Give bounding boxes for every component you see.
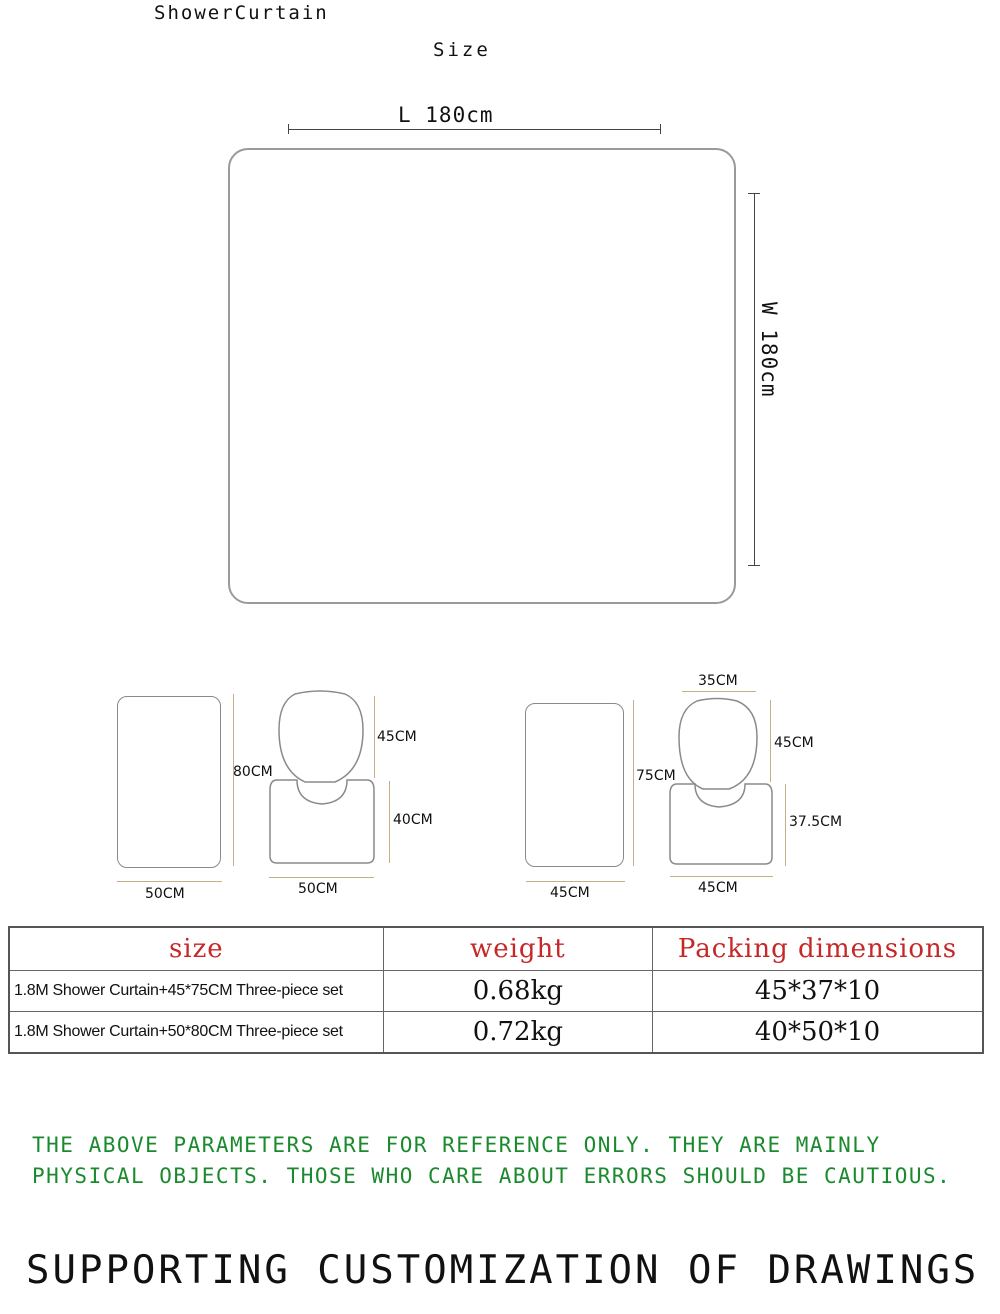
set-b-toilet-set-drawing [665, 697, 780, 869]
table-cell-size: 1.8M Shower Curtain+45*75CM Three-piece set [9, 971, 383, 1012]
reference-notice-line-2: PHYSICAL OBJECTS. THOSE WHO CARE ABOUT ERRORS SHOULD BE CAUTIOUS. [32, 1164, 952, 1188]
set-b-bath-mat [525, 703, 624, 867]
set-b-contour-height-label: 37.5CM [789, 814, 843, 830]
table-cell-size: 1.8M Shower Curtain+50*80CM Three-piece set [9, 1012, 383, 1054]
set-b-contour-height-line [785, 784, 786, 866]
curtain-width-line [754, 193, 755, 565]
reference-notice [32, 1130, 951, 1192]
set-a-contour-rug [270, 780, 374, 863]
set-b-lid-width-label: 35CM [698, 673, 738, 689]
set-a-contour-width-label: 50CM [298, 881, 338, 897]
table-header-weight: weight [383, 927, 652, 971]
table-cell-weight: 0.72kg [383, 1012, 652, 1054]
diagram-title: ShowerCurtain [154, 2, 329, 24]
set-b-mat-width-line [526, 881, 625, 882]
table-cell-weight: 0.68kg [383, 971, 652, 1012]
curtain-length-tick-right [660, 124, 661, 134]
table-row [9, 971, 983, 1012]
curtain-width-tick-bottom [748, 565, 760, 566]
table-cell-packing: 45*37*10 [653, 971, 983, 1012]
table-header-packing: Packing dimensions [653, 927, 983, 971]
set-b-lid-width-line [682, 691, 756, 692]
table-row [9, 1012, 983, 1054]
set-a-toilet-set-drawing [265, 690, 385, 870]
table-header-row [9, 927, 983, 971]
curtain-length-line [289, 129, 661, 130]
customization-footer: SUPPORTING CUSTOMIZATION OF DRAWINGS [26, 1248, 980, 1293]
curtain-width-tick-top [748, 193, 760, 194]
set-a-lid-height-line [374, 696, 375, 778]
set-a-contour-height-line [389, 781, 390, 863]
set-a-lid-cover [279, 691, 363, 782]
table-header-size: size [9, 927, 383, 971]
curtain-length-label: L 180cm [398, 103, 494, 127]
set-a-contour-height-label: 40CM [393, 812, 433, 828]
set-b-contour-width-line [670, 876, 773, 877]
reference-notice-line-1: THE ABOVE PARAMETERS ARE FOR REFERENCE ONLY. THEY ARE MAINLY [32, 1133, 881, 1157]
diagram-subtitle: Size [433, 39, 491, 61]
spec-table [8, 926, 984, 1054]
curtain-length-tick-left [288, 124, 289, 134]
set-a-lid-height-label: 45CM [377, 729, 417, 745]
set-b-mat-height-line [633, 700, 634, 866]
set-b-lid-height-line [770, 700, 771, 782]
set-a-bath-mat [117, 696, 221, 868]
set-a-mat-height-label: 80CM [233, 764, 273, 780]
set-b-lid-height-label: 45CM [774, 735, 814, 751]
set-b-mat-height-label: 75CM [636, 768, 676, 784]
set-b-contour-rug [670, 784, 772, 864]
set-a-mat-height-line [233, 694, 234, 866]
set-a-mat-width-label: 50CM [145, 886, 185, 902]
set-b-contour-width-label: 45CM [698, 880, 738, 896]
shower-curtain-outline [228, 148, 736, 604]
set-a-contour-width-line [269, 877, 374, 878]
set-b-mat-width-label: 45CM [550, 885, 590, 901]
table-cell-packing: 40*50*10 [653, 1012, 983, 1054]
curtain-width-label: W 180cm [757, 302, 781, 398]
set-b-lid-cover [679, 699, 757, 790]
set-a-mat-width-line [117, 881, 222, 882]
